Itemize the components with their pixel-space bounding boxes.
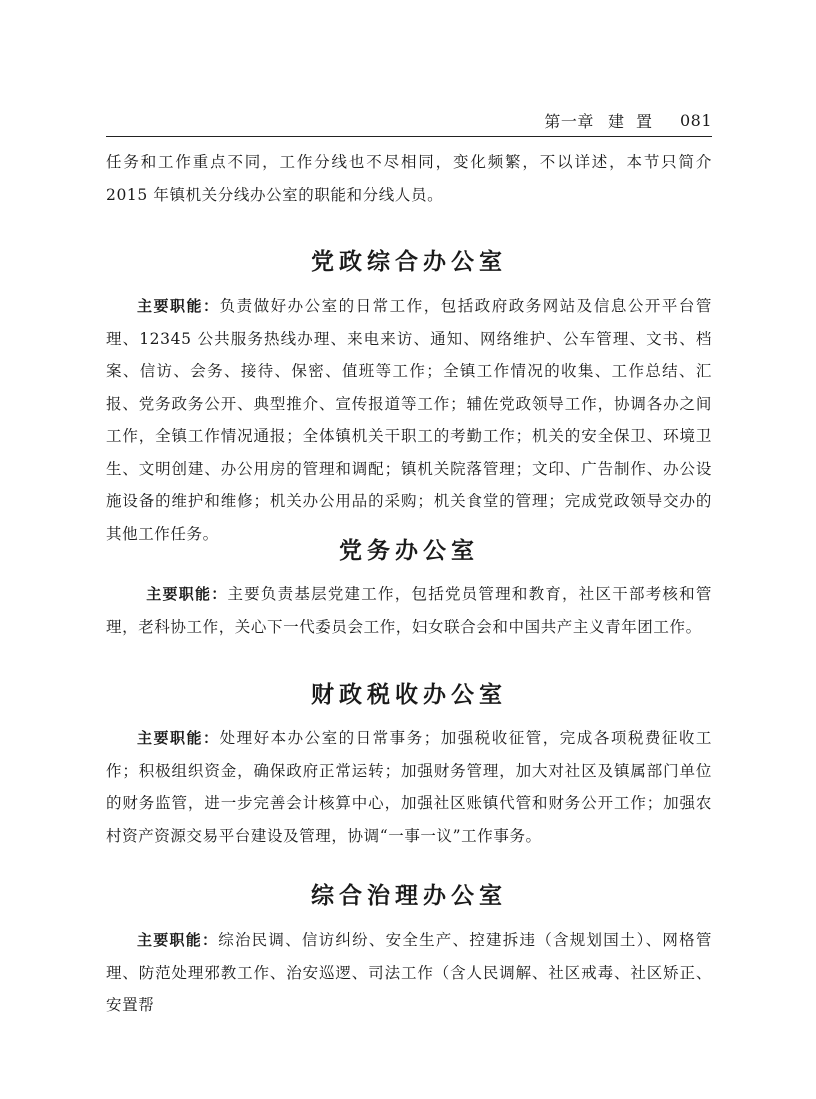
- section-heading-comprehensive-governance: 综合治理办公室: [311, 883, 507, 909]
- section-body-finance-tax: [106, 722, 712, 852]
- intro-paragraph: 任务和工作重点不同，工作分线也不尽相同，变化频繁，不以详述，本节只简介 2015 年镇机关分线办公室的职能和分线人员。: [106, 153, 712, 204]
- duties-text: 主要负责基层党建工作，包括党员管理和教育，社区干部考核和管理，老科协工作，关心下一代委员会工作，妇女联合会和中国共产主义青年团工作。: [106, 585, 712, 636]
- section-body-comprehensive-governance: [106, 924, 712, 1022]
- section-body-party-affairs: [106, 578, 712, 643]
- section-heading-party-government: 党政综合办公室: [311, 249, 507, 275]
- duties-text: 负责做好办公室的日常工作，包括政府政务网站及信息公开平台管理、12345 公共服务热线办理、来电来访、通知、网络维护、公车管理、文书、档案、信访、会务、接待、保密、值班等工作；全镇工作情况的收集、工作总结、汇报、党务政务公开、典型推介、宣传报道等工作；辅佐党政领导工作，协调各办之间工作，全镇工作情况通报；全体镇机关干职工的考勤工作；机关的安全保卫、环境卫生、文明创建、办公用房的管理和调配；镇机关院落管理；文印、广告制作、办公设施设备的维护和维修；机关办公用品的采购；机关食堂的管理；完成党政领导交办的其他工作任务。: [106, 297, 712, 543]
- duties-label: 主要职能：: [137, 297, 220, 315]
- section-body-party-government: [106, 290, 712, 550]
- duties-label: 主要职能：: [146, 585, 228, 603]
- duties-label: 主要职能：: [137, 931, 219, 949]
- header-rule: [106, 136, 712, 137]
- section-label: 建置: [607, 111, 664, 131]
- duties-label: 主要职能：: [137, 729, 220, 747]
- section-heading-party-affairs: 党务办公室: [339, 538, 479, 564]
- section-heading-finance-tax: 财政税收办公室: [311, 682, 507, 708]
- chapter-label: 第一章: [544, 111, 594, 131]
- duties-text: 综治民调、信访纠纷、安全生产、控建拆违（含规划国土）、网格管理、防范处理邪教工作、治安巡逻、司法工作（含人民调解、社区戒毒、社区矫正、安置帮: [106, 931, 712, 1014]
- duties-text: 处理好本办公室的日常事务；加强税收征管，完成各项税费征收工作；积极组织资金，确保政府正常运转；加强财务管理，加大对社区及镇属部门单位的财务监管，进一步完善会计核算中心，加强社区账镇代管和财务公开工作；加强农村资产资源交易平台建设及管理，协调“一事一议”工作事务。: [106, 729, 712, 845]
- page-number: 081: [679, 110, 712, 130]
- running-header: [106, 108, 712, 132]
